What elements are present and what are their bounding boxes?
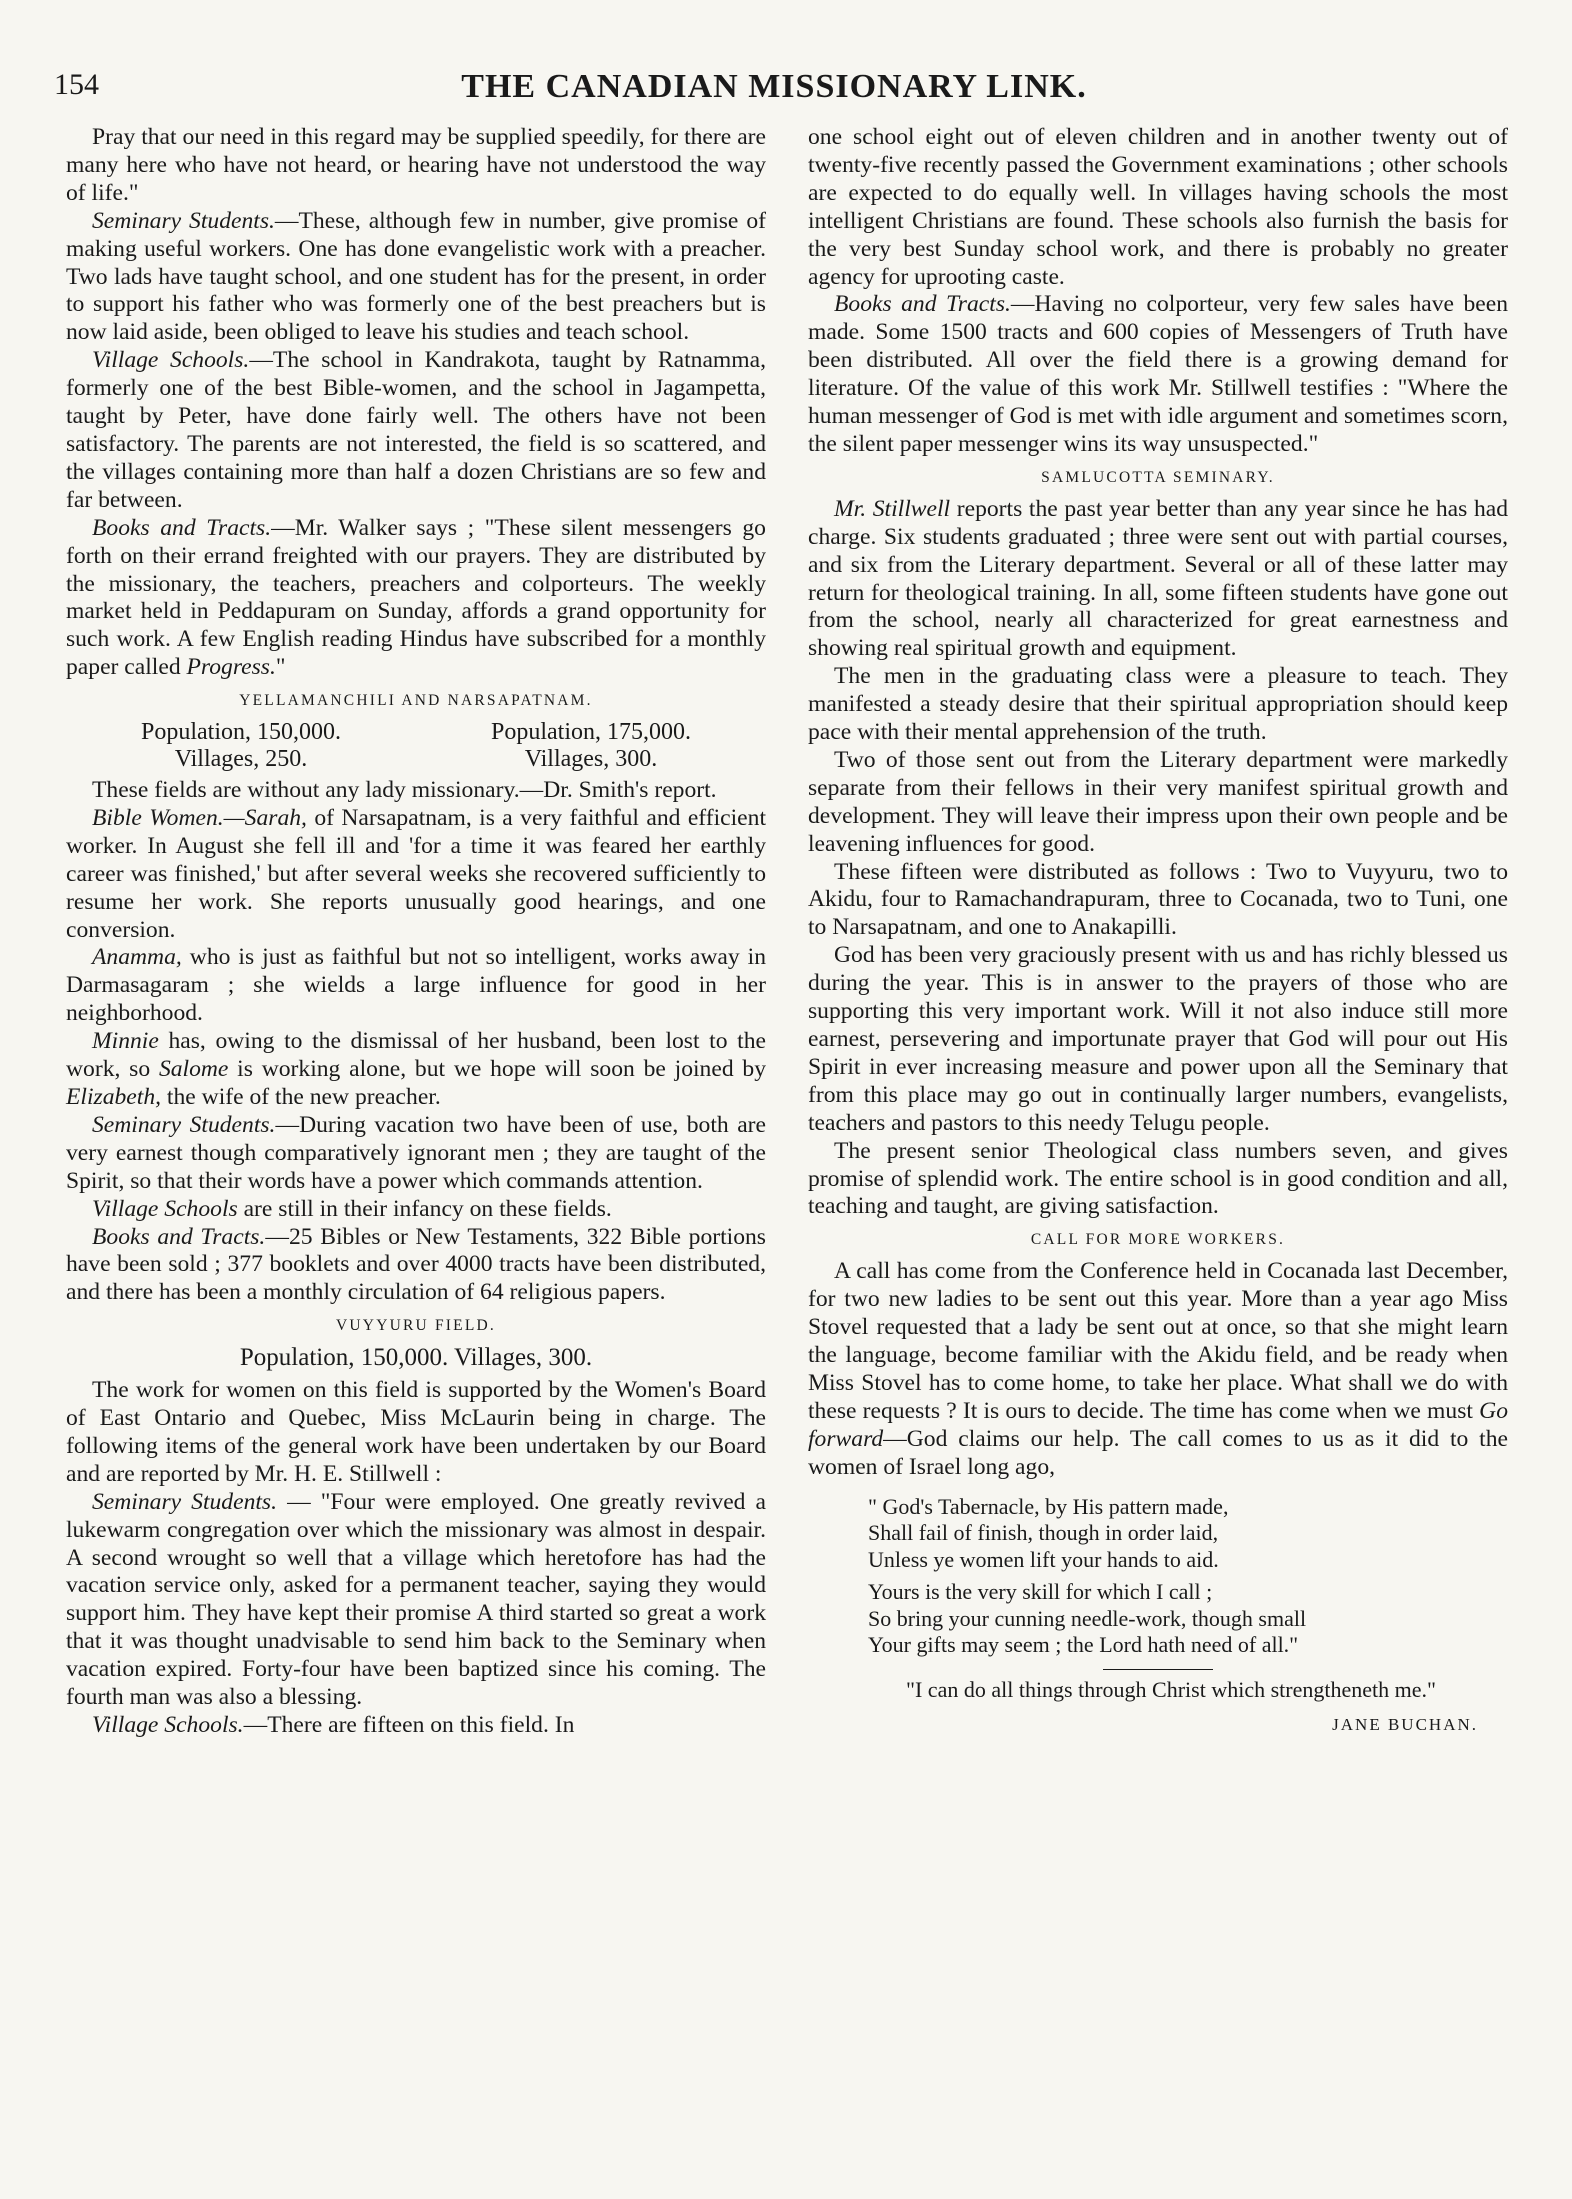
paragraph: Seminary Students. — "Four were employed. One greatly revived a lukewarm congregation over which the missionary was almost in despair. A second wrought so well that a village which heretofore has had the vacation service only, asked for a permanent teacher, saying they would support him. They have kept their promise A third started so great a work that it was thought unadvisable to send him back to the Seminary when vacation expired. Forty-four have been baptized since his coming. The fourth man was also a blessing. xyxy=(66,1488,767,1711)
paragraph: Books and Tracts.—25 Bibles or New Testaments, 322 Bible portions have been sold ; 377 booklets and over 4000 tracts have been distributed, and there has been a monthly circulation of 64 religious papers. xyxy=(66,1223,766,1306)
poem-line: So bring your cunning needle-work, though small xyxy=(868,1605,1307,1631)
scripture-quote: "I can do all things through Christ which strengtheneth me." xyxy=(906,1676,1436,1702)
paragraph: A call has come from the Conference held in Cocanada last December, for two new ladies to be sent out this year. More than a year ago Miss Stovel requested that a lady be sent out at once, so that she might learn the language, become familiar with the Akidu field, and be ready when Miss Stovel has to come home, to take her place. What shall we do with these requests ? It is ours to decide. The time has come when we must Go forward—God claims our help. The call comes to us as it did to the women of Israel long ago, xyxy=(808,1258,1508,1480)
paragraph: Books and Tracts.—Having no colporteur, very few sales have been made. Some 1500 tracts and 600 copies of Messengers of Truth have been distributed. All over the field there is a growing demand for literature. Of the value of this work Mr. Stillwell testifies : "Where the human messenger of God is met with idle argument and sometimes scorn, the silent paper messenger wins its way unsuspected." xyxy=(808,291,1508,457)
paragraph: Seminary Students.—During vacation two have been of use, both are very earnest though comparatively ignorant men ; they are taught of the Spirit, so that their words have a power which commands attention. xyxy=(66,1111,767,1194)
page-header xyxy=(54,68,1494,118)
poem-line: Your gifts may seem ; the Lord hath need of all." xyxy=(868,1632,1299,1657)
paragraph: These fields are without any lady missionary.—Dr. Smith's report. xyxy=(92,777,717,804)
paragraph: Anamma, who is just as faithful but not so intelligent, works away in Darmasagaram ; she wields a large influence for good in her neighborhood. xyxy=(66,944,766,1027)
paragraph: one school eight out of eleven children and in another twenty out of twenty-five recently passed the Government examinations ; other schools are expected to do equally well. In villages having schools the most intelligent Christians are found. These schools also furnish the basis for the very best Sunday school work, and there is probably no greater agency for uprooting caste. xyxy=(808,124,1508,290)
left-column xyxy=(66,124,766,1740)
paragraph: Village Schools are still in their infancy on these fields. xyxy=(92,1195,612,1222)
right-column xyxy=(808,124,1508,1739)
paragraph: Seminary Students.—These, although few in number, give promise of making useful workers. One has done evangelistic work with a preacher. Two lads have taught school, and one student has for the present, in order to support his father who was formerly one of the best preachers but is now laid aside, been obliged to leave his studies and teach school. xyxy=(66,207,767,346)
paragraph: The men in the graduating class were a pleasure to teach. They manifested a steady desire that their spiritual appropriation should keep pace with their mental apprehension of the truth. xyxy=(808,663,1508,746)
signature: JANE BUCHAN. xyxy=(1332,1715,1478,1735)
population-table xyxy=(66,719,766,773)
paragraph: The work for women on this field is supported by the Women's Board of East Ontario and Quebec, Miss McLaurin being in charge. The following items of the general work have been undertaken by our Board and are reported by Mr. H. E. Stillwell : xyxy=(66,1377,766,1487)
population-left: Population, 150,000. xyxy=(140,719,341,746)
paragraph: Minnie has, owing to the dismissal of her husband, been lost to the work, so Salome is working alone, but we hope will soon be joined by Elizabeth, the wife of the new preacher. xyxy=(66,1028,766,1110)
poem-line: Shall fail of finish, though in order laid, xyxy=(868,1520,1219,1545)
population-right: Population, 175,000. xyxy=(490,719,691,746)
page-number: 154 xyxy=(54,68,99,101)
section-heading: CALL FOR MORE WORKERS. xyxy=(1030,1231,1286,1249)
divider xyxy=(1103,1669,1213,1670)
poem-line: " God's Tabernacle, by His pattern made, xyxy=(868,1493,1229,1519)
paragraph: The present senior Theological class numbers seven, and gives promise of splendid work. The entire school is in good condition and all, teaching and taught, are giving satisfaction. xyxy=(808,1137,1508,1220)
paragraph: God has been very graciously present with us and has richly blessed us during the year. This is in answer to the prayers of those who are supporting this very important work. Will it not also induce still more earnest, persevering and importunate prayer that God will pour out His Spirit in ever increasing measure and power upon all the Seminary that from this place may go out in continually larger numbers, evangelists, teachers and pastors to this needy Telugu people. xyxy=(808,942,1508,1136)
villages-left: Villages, 250. xyxy=(174,746,308,773)
paragraph: Two of those sent out from the Literary department were markedly separate from their fellows in their very manifest spiritual growth and development. They will leave their impress upon their own people and be leavening influences for good. xyxy=(808,746,1508,857)
page-title: THE CANADIAN MISSIONARY LINK. xyxy=(461,68,1087,105)
section-heading: YELLAMANCHILI AND NARSAPATNAM. xyxy=(239,692,593,710)
section-heading: SAMLUCOTTA SEMINARY. xyxy=(1041,468,1275,486)
paragraph: These fifteen were distributed as follows : Two to Vuyyuru, two to Akidu, four to Ramachandrapuram, three to Cocanada, two to Tuni, one to Narsapatnam, and one to Anakapilli. xyxy=(808,858,1508,941)
paragraph: Village Schools.—The school in Kandrakota, taught by Ratnamma, formerly one of the best Bible-women, and the school in Jagampetta, taught by Peter, have done fairly well. The others have not been satisfactory. The parents are not interested, the field is so scattered, and the villages containing more than half a dozen Christians are so few and far between. xyxy=(66,347,766,513)
paragraph: Pray that our need in this regard may be supplied speedily, for there are many here who have not heard, or hearing have not understood the way of life." xyxy=(66,124,766,206)
paragraph: Mr. Stillwell reports the past year better than any year since he has had charge. Six students graduated ; three were sent out with partial courses, and six from the Literary department. Several or all of these latter may return for theological training. In all, some fifteen students have gone out from the school, nearly all characterized for great earnestness and showing real spiritual growth and equipment. xyxy=(808,495,1509,662)
poem-line: Yours is the very skill for which I call ; xyxy=(868,1579,1213,1604)
villages-right: Villages, 300. xyxy=(524,746,658,773)
poem-line: Unless ye women lift your hands to aid. xyxy=(868,1546,1219,1572)
paragraph: Village Schools.—There are fifteen on this field. In xyxy=(92,1711,575,1738)
section-heading: VUYYURU FIELD. xyxy=(336,1317,496,1335)
paragraph: Bible Women.—Sarah, of Narsapatnam, is a very faithful and efficient worker. In August she fell ill and 'for a time it was feared her earthly career was finished,' but after several weeks she recovered sufficiently to resume her work. She reports unusually good hearings, and one conversion. xyxy=(66,804,766,943)
poem xyxy=(868,1494,1508,1659)
population-line: Population, 150,000. Villages, 300. xyxy=(239,1344,593,1372)
paragraph: Books and Tracts.—Mr. Walker says ; "These silent messengers go forth on their errand freighted with our prayers. They are distributed by the missionary, the teachers, preachers and colporteurs. The weekly market held in Peddapuram on Sunday, affords a grand opportunity for such work. A few English reading Hindus have subscribed for a monthly paper called Progress." xyxy=(66,514,766,681)
